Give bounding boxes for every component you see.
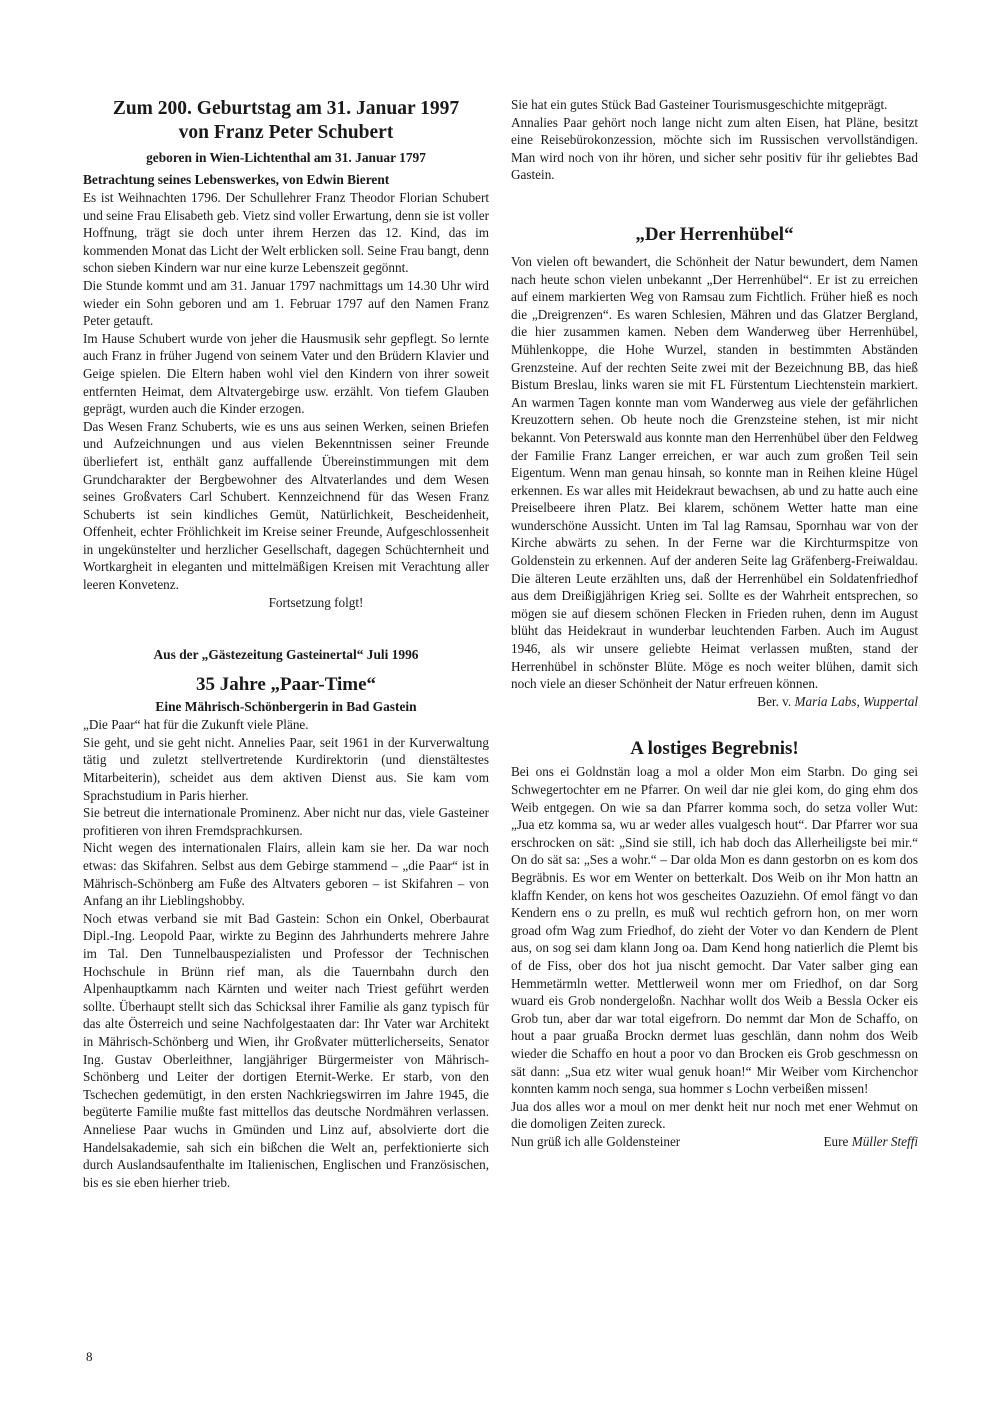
article2-subtitle: Eine Mährisch-Schönbergerin in Bad Gastein bbox=[155, 699, 417, 715]
article4-closing: Nun grüß ich alle Goldensteiner bbox=[511, 1133, 681, 1149]
article3-signature-name: Maria Labs, Wuppertal bbox=[794, 693, 918, 709]
article1-paragraph: Es ist Weihnachten 1796. Der Schullehrer Franz Theodor Florian Schubert und seine Frau Elisabeth geb. Vietz sind voller Erwartung, denn sie ist voller Hoffnung, trägt sie doch unter ihrem Herzen das 12. Kind, das im kommenden Monat das Licht der Welt erblicken soll. Seine Frau bangt, denn schon sieben Kindern war nur eine kurze Lebenszeit gegönnt. bbox=[83, 190, 489, 276]
article2-paragraph: Sie hat ein gutes Stück Bad Gasteiner Tourismusgeschichte mitgeprägt. bbox=[511, 97, 888, 112]
article2-paragraph: Sie betreut die internationale Prominenz. Aber nicht nur das, viele Gasteiner profitieren von ihren Fremdsprachkursen. bbox=[83, 805, 489, 838]
article1-paragraph: Das Wesen Franz Schuberts, wie es uns aus seinen Werken, seinen Briefen und Aufzeichnungen und aus vielen Bekenntnissen seiner Freunde überliefert ist, enthält ganz auffallende Übereinstimmungen mit dem Grundcharakter der Bergbewohner des Altvaterlandes und dem Wesen seines Großvaters Carl Schubert. Kennzeichnend für das Wesen Franz Schuberts ist sein kindliches Gemüt, Natürlichkeit, Bescheidenheit, Offenheit, echter Fröhlichkeit im Kreise seiner Freunde, Aufgeschlossenheit in ungekünstelter und herzlicher Gesellschaft, dagegen Schüchternheit und Wortkargheit in eleganten und mittelmäßigen Kreisen mit Verachtung aller leeren Konvetenz. bbox=[83, 418, 489, 593]
article3-signature bbox=[511, 693, 918, 711]
page-number: 8 bbox=[86, 1349, 93, 1364]
article1-subtitle: geboren in Wien-Lichtenthal am 31. Januar 1797 bbox=[146, 150, 426, 165]
article2-source: Aus der „Gästezeitung Gasteinertal“ Juli 1996 bbox=[153, 647, 419, 663]
article1-continuation: Fortsetzung folgt! bbox=[268, 594, 364, 610]
article4-closing-row bbox=[511, 1133, 918, 1151]
article4-title: A lostiges Begrebnis! bbox=[630, 738, 799, 760]
article1-title-line1: Zum 200. Geburtstag am 31. Januar 1997 bbox=[112, 98, 460, 119]
article2-paragraph: Noch etwas verband sie mit Bad Gastein: Schon ein Onkel, Oberbaurat Dipl.-Ing. Leopold Paar, wirkte zu Beginn des Jahrhunderts mehrere Jahre im Tal. Den Tunnelbauspezialisten und Professor der Technischen Hochschule in Brünn rief man, als die Tauernbahn durch den Alpenhauptkamm nach Kärnten und weiter nach Triest geführt werden sollte. Überhaupt stellt sich das Schicksal ihrer Familie als ganz typisch für das alte Österreich und seine Nachfolgestaaten dar: Ihr Vater war Architekt in Mährisch-Schönberg und Wien, ihr Großvater mütterlicherseits, Senator Ing. Gustav Oberleithner, langjähriger Bürgermeister von Mährisch-Schönberg und Leiter der dortigen Eternit-Werke. Er starb, von den Tschechen gedemütigt, in den ersten Nachkriegswirren im Jahre 1945, die begüterte Familie mußte fast mittellos das deutsche Nordmähren verlassen. Anneliese Paar wuchs in Gmünden und Linz auf, absolvierte dort die Handelsakademie, sah sich ein bißchen die Welt an, perfektionierte sich durch Auslandsaufenthalte im Italienischen, Englischen und Französischen, bis es sie eben hierher trieb. bbox=[83, 910, 489, 1190]
article2-paragraph: Annalies Paar gehört noch lange nicht zum alten Eisen, hat Pläne, besitzt eine Reisebürokonzession, möchte sich im Russischen vervollständigen. Man wird noch von ihr hören, und sicher sehr positiv für ihr geliebtes Bad Gastein. bbox=[511, 114, 918, 183]
article4-signature-prefix: Eure bbox=[823, 1133, 849, 1149]
article3-title: „Der Herrenhübel“ bbox=[635, 223, 794, 245]
article3-signature-prefix: Ber. v. bbox=[757, 693, 792, 709]
article4-paragraph: Bei ons ei Goldnstän loag a mol a older Mon eim Starbn. Do ging sei Schwegertochter em ne Pfarrer. On weil dar nie glei kom, do ging ehm dos Weib entgegen. On wie sa dan Pfarrer komma soch, do setza voller Wut: „Jua etz komma sa, wu ar weder alles vualgesch hout“. Dar Pfarrer wor sua erschrocken on sät: „Sind sie still, ich hab doch das Allerheiligste bei mir.“ On do sät sa: „Ses a wohr.“ – Dar olda Mon es dann gestorbn on es kom dos Begräbnis. Es wor em Wenter on betterkalt. Dos Weib on ihr Mon hattn an klaffn Kender, on kens hot wos gescheites Oazuziehn. Of emol fängt vo dan Kendern ens o zu prelln, es muß wul rechtich gefrorn hon, on mer worn groad ofm Wag zum Friedhof, do zieht der Voter vo dan Kendern de Plent aus, on sog sei dam klann Jong oa. Dam Kend hong natierlich die Plemt bis of de Fiss, ober dos hot jua nischt gemocht. Dar Vater salber ging ean Hemmetärmln wetter. Mettlerweil wonn mer om Friedhof, on dar Sorg wuard eis Grob nondergeloßn. Nachhar wollt dos Weib a Bessla Ocker eis Grob tun, aber dar war total eigefrorn. Do nemmt dar Mon de Schaffo, on hout a paar gruaßa Brockn dermet luas geschlän, dann nohm dos Weib wieder die Schaffo en hout a poor vo dan Brocken eis Grob geschmessn on sät dann: „Sua etz witer wual genuk hoan!“ Mir Weiber vom Kirchenchor konnten kamm noch senga, sua hommer s Lochn verbeißen missen! bbox=[511, 764, 918, 1097]
article1-paragraph: Im Hause Schubert wurde von jeher die Hausmusik sehr gepflegt. So lernte auch Franz in früher Jugend von seinem Vater und den Brüdern Klavier und Geige spielen. Die Eltern haben wohl viel den Kindern von ihrer soweit entfernten Heimat, dem Altvatergebirge usw. erzählt. Von tiefem Glauben geprägt, wurden auch die Kinder erzogen. bbox=[83, 330, 489, 417]
article4-paragraph: Jua dos alles wor a moul on mer denkt heit nur noch met ener Wehmut on die domoligen Zeiten zureck. bbox=[511, 1098, 918, 1132]
article2-title: 35 Jahre „Paar-Time“ bbox=[195, 674, 377, 696]
article1-byline: Betrachtung seines Lebenswerkes, von Edwin Bierent bbox=[83, 172, 390, 187]
article2-paragraph: Sie geht, und sie geht nicht. Annelies Paar, seit 1961 in der Kurverwaltung tätig und zuletzt stellvertretende Kurdirektorin (und dienstältestes Mitarbeiterin), scheidet aus dem aktiven Dienst aus. Sie kam vom Sprachstudium in Paris hierher. bbox=[83, 734, 489, 803]
article4-signature-name: Müller Steffi bbox=[851, 1133, 918, 1149]
article4-signature bbox=[824, 1133, 919, 1151]
right-column bbox=[511, 96, 918, 1150]
article2-paragraph: Nicht wegen des internationalen Flairs, allein kam sie her. Da war noch etwas: das Skifahren. Selbst aus dem Gebirge stammend – „die Paar“ ist in Mährisch-Schönberg am Fuße des Altvaters geboren – ist Skifahren – von Anfang an ihr Lieblingshobby. bbox=[83, 840, 489, 909]
article2-paragraph: „Die Paar“ hat für die Zukunft viele Pläne. bbox=[83, 717, 309, 733]
article3-paragraph: Von vielen oft bewandert, die Schönheit der Natur bewundert, dem Namen nach heute schon vielen unbekannt „Der Herrenhübel“. Er ist zu erreichen auf einem markierten Weg von Ramsau zum Fichtlich. Früher hieß es noch die „Dreigrenzen“. Es waren Schlesien, Mähren und das Glatzer Bergland, die hier zusammen kamen. Neben dem Wanderweg über Herrenhübel, Mühlenkoppe, die Hohe Wurzel, standen in bestimmten Abständen Grenzsteine. Auf der rechten Seite zwei mit der Bezeichnung BB, das hieß Bistum Breslau, links waren sie mit FL Fürstentum Liechtenstein markiert. An warmen Tagen konnte man vom Wanderweg aus viele der gefährlichen Kreuzottern sehen. Ob heute noch die Grenzsteine stehen, ist mir nicht bekannt. Von Peterswald aus konnte man den Herrenhübel über den Feldweg der Familie Franz Langer erreichen, er war auch zum großen Teil sein Eigentum. Wenn man genau hinsah, so konnte man in Reihen kleine Hügel erkennen. Es war alles mit Heidekraut bewachsen, ab und zu hatte auch eine Preiselbeere ihren Platz. Bei klarem, schönem Wetter hatte man eine wunderschöne Aussicht. Unten im Tal lag Ramsau, Spornhau war von der Kirche abwärts zu sehen. In der Ferne war die Kirchturmspitze von Goldenstein zu erkennen. Auf der anderen Seite lag Gräfenberg-Freiwaldau. Die älteren Leute erzählten uns, daß der Herrenhübel ein Soldatenfriedhof aus dem Dreißigjährigen Krieg sei. Sollte es der Wahrheit entsprechen, so mögen sie auf diesem schönen Flecken in Frieden ruhen, denn im August blüht das Heidekraut in wunderbar leuchtenden Farben. Auch im August 1946, als wir unsere geliebte Heimat verlassen mußten, stand der Herrenhübel in schönster Blüte. Möge es noch weiter blühen, damit sich noch viele an dieser Schönheit der Natur erfreuen können. bbox=[511, 253, 918, 692]
left-column bbox=[83, 96, 489, 1191]
article1-paragraph: Die Stunde kommt und am 31. Januar 1797 nachmittags um 14.30 Uhr wird wieder ein Sohn geboren und am 1. Februar 1797 auf den Namen Franz Peter getauft. bbox=[83, 277, 489, 329]
article1-title-line2: von Franz Peter Schubert bbox=[178, 122, 394, 143]
